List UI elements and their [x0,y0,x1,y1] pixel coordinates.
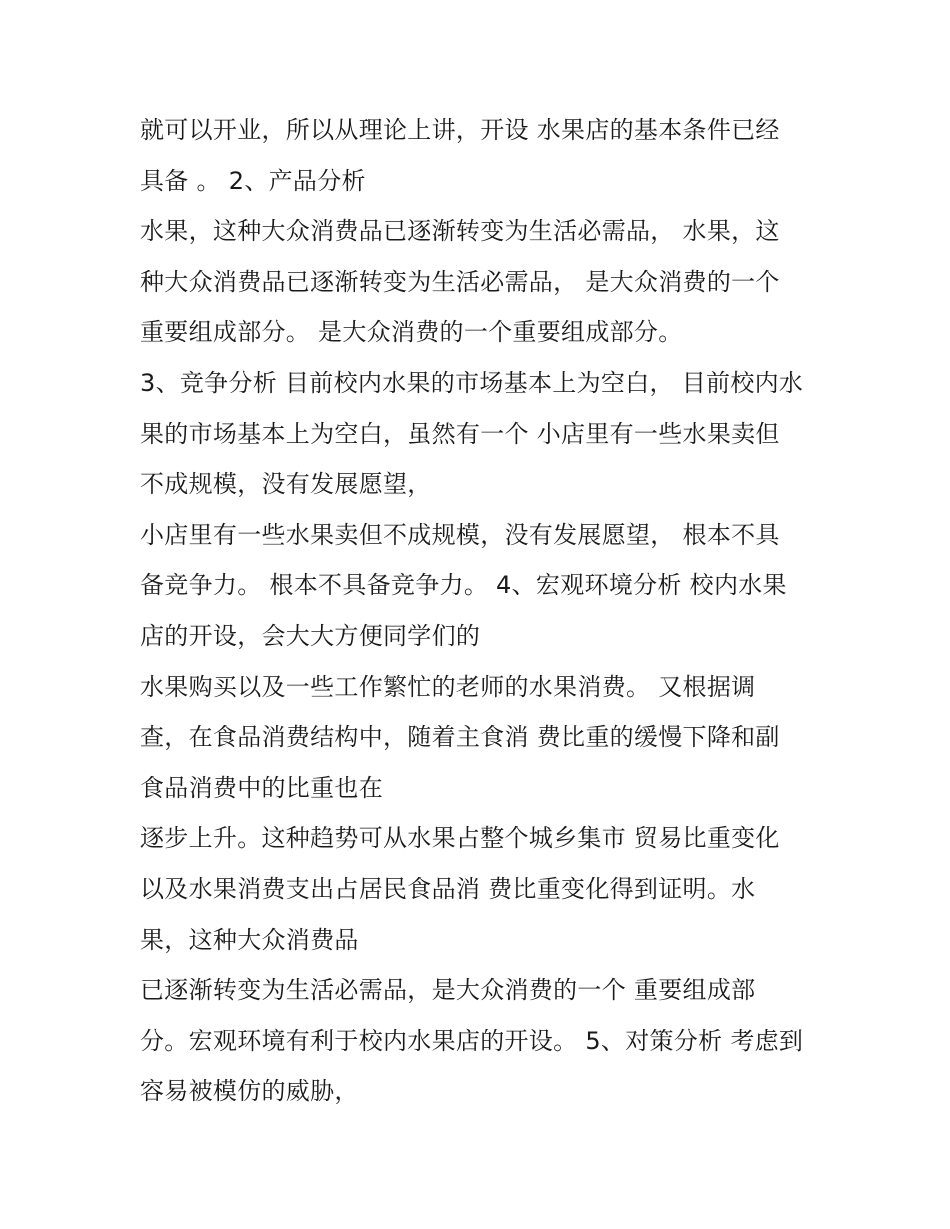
text-line: 就可以开业，所以从理论上讲，开设 水果店的基本条件已经 [140,116,780,144]
text-line: 备竞争力。 根本不具备竞争力。 4、宏观环境分析 校内水果 [140,571,787,600]
text-line: 重要组成部分。 是大众消费的一个重要组成部分。 [140,318,683,347]
text-line: 容易被模仿的威胁， [140,1077,359,1106]
text-line: 小店里有一些水果卖但不成规模，没有发展愿望， 根本不具 [140,520,780,549]
text-line: 水果购买以及一些工作繁忙的老师的水果消费。 又根据调 [140,672,756,701]
text-line: 具备 。 2、产品分析 [140,166,366,195]
text-line: 店的开设，会大大方便同学们的 [140,621,481,650]
text-line: 果的市场基本上为空白，虽然有一个 小店里有一些水果卖但 [140,419,780,448]
text-line: 3、竞争分析 目前校内水果的市场基本上为空白， 目前校内水 [140,368,804,397]
text-line: 水果，这种大众消费品已逐渐转变为生活必需品， 水果，这 [140,217,780,246]
text-line: 逐步上升。这种趋势可从水果占整个城乡集市 贸易比重变化 [140,824,780,853]
text-line: 以及水果消费支出占居民食品消 费比重变化得到证明。水 [140,874,756,903]
text-line: 不成规模，没有发展愿望， [140,470,432,499]
text-line: 种大众消费品已逐渐转变为生活必需品， 是大众消费的一个 [140,267,780,296]
text-line: 已逐渐转变为生活必需品，是大众消费的一个 重要组成部 [140,976,756,1005]
text-line: 分。宏观环境有利于校内水果店的开设。 5、对策分析 考虑到 [140,1026,804,1055]
text-line: 食品消费中的比重也在 [140,773,383,802]
text-line: 果，这种大众消费品 [140,925,359,954]
text-line: 查，在食品消费结构中，随着主食消 费比重的缓慢下降和副 [140,723,780,752]
body-text [140,105,840,1117]
